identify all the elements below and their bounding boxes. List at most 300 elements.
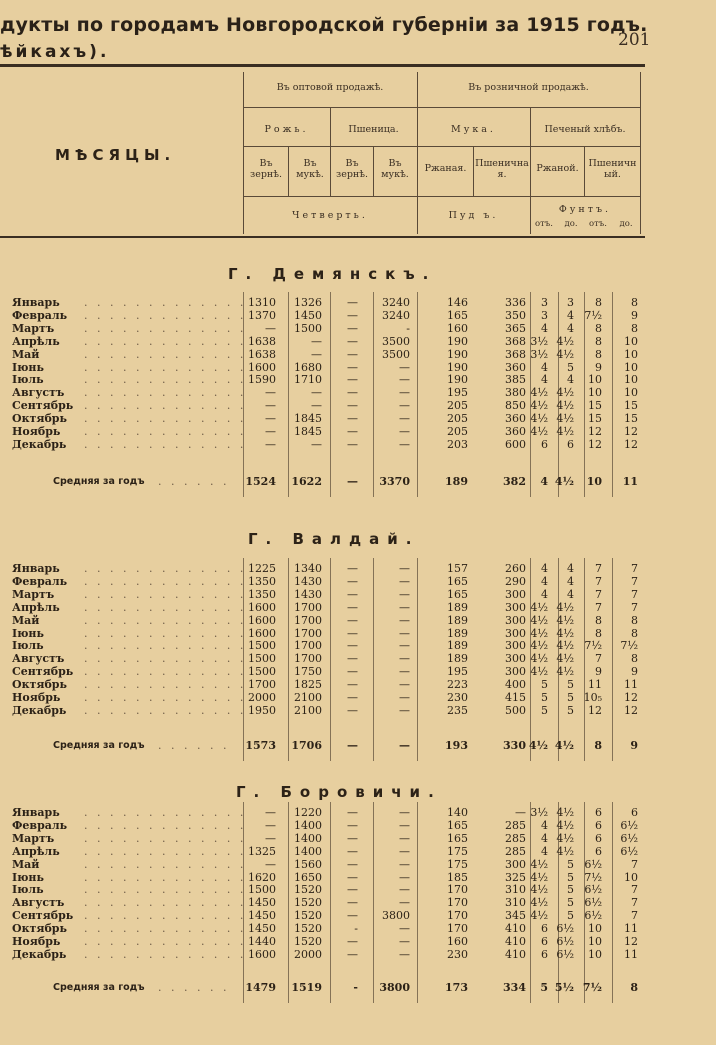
average-value: -: [353, 981, 358, 994]
cell-value: —: [347, 652, 358, 665]
cell-value: 1400: [294, 819, 322, 832]
month-label: Ноябрь: [12, 425, 61, 438]
month-label: Февраль: [12, 309, 68, 322]
cell-value: 4: [541, 322, 548, 335]
cell-value: 4½: [556, 806, 574, 819]
month-label: Декабрь: [12, 438, 67, 451]
leader-dots: . . . . . .: [158, 981, 230, 994]
cell-value: —: [347, 832, 358, 845]
cell-value: 3500: [382, 348, 410, 361]
cell-value: 6½: [584, 883, 602, 896]
cell-value: —: [347, 678, 358, 691]
leader-dots: . . . . . . . . . . . . .: [84, 627, 247, 640]
cell-value: 195: [447, 665, 468, 678]
month-label: Мартъ: [12, 588, 55, 601]
months-column-header: МѢСЯЦЫ.: [55, 146, 176, 164]
cell-value: —: [347, 845, 358, 858]
cell-value: 10: [624, 361, 638, 374]
cell-value: 360: [505, 425, 526, 438]
cell-value: 12: [624, 935, 638, 948]
cell-value: 7: [631, 883, 638, 896]
cell-value: 4: [567, 373, 574, 386]
cell-value: 1500: [248, 652, 276, 665]
cell-value: 1370: [248, 309, 276, 322]
average-value: 1573: [245, 739, 276, 752]
cell-value: —: [399, 883, 410, 896]
cell-value: 1620: [248, 871, 276, 884]
cell-value: —: [311, 386, 322, 399]
leader-dots: . . . . . . . . . . . . .: [84, 935, 247, 948]
average-value: —: [399, 739, 410, 752]
cell-value: 400: [505, 678, 526, 691]
cell-value: 1590: [248, 373, 276, 386]
cell-value: 3800: [382, 909, 410, 922]
month-label: Октябрь: [12, 412, 67, 425]
rye-flour-col-header: Въ мукѣ.: [296, 158, 324, 180]
month-label: Августъ: [12, 896, 65, 909]
retail-header: Въ розничной продажѣ.: [468, 82, 589, 93]
cell-value: 1700: [294, 627, 322, 640]
cell-value: —: [399, 652, 410, 665]
table-row: [0, 425, 716, 438]
cell-value: 1350: [248, 588, 276, 601]
leader-dots: . . . . . . . . . . . . .: [84, 704, 247, 717]
cell-value: 8: [595, 614, 602, 627]
cell-value: 5: [567, 858, 574, 871]
month-label: Іюнь: [12, 871, 44, 884]
cell-value: 10: [624, 335, 638, 348]
leader-dots: . . . . . . . . . . . . .: [84, 883, 247, 896]
cell-value: 165: [447, 819, 468, 832]
cell-value: 4½: [530, 896, 548, 909]
leader-dots: . . . . . . . . . . . . .: [84, 691, 247, 704]
cell-value: 12: [588, 425, 602, 438]
wheat-flour-col-header: Въ мукѣ.: [381, 158, 409, 180]
average-row: [0, 475, 716, 488]
cell-value: 1520: [294, 935, 322, 948]
cell-value: 4½: [530, 652, 548, 665]
cell-value: 310: [505, 883, 526, 896]
cell-value: 7: [595, 601, 602, 614]
cell-value: 325: [505, 871, 526, 884]
average-value: 5½: [554, 981, 574, 994]
month-label: Іюль: [12, 373, 44, 386]
city-heading: Г. Валдай.: [248, 530, 420, 548]
cell-value: —: [399, 627, 410, 640]
cell-value: —: [265, 438, 276, 451]
header-divider: [243, 196, 641, 197]
cell-value: 12: [588, 704, 602, 717]
cell-value: —: [399, 922, 410, 935]
month-label: Декабрь: [12, 704, 67, 717]
cell-value: 1500: [248, 883, 276, 896]
cell-value: 1638: [248, 335, 276, 348]
leader-dots: . . . . . . . . . . . . .: [84, 348, 247, 361]
cell-value: —: [311, 438, 322, 451]
cell-value: —: [347, 348, 358, 361]
cell-value: —: [399, 935, 410, 948]
cell-value: 4½: [556, 652, 574, 665]
cell-value: 285: [505, 832, 526, 845]
cell-value: 4½: [556, 386, 574, 399]
cell-value: 4½: [530, 399, 548, 412]
leader-dots: . . . . . . . . . . . . .: [84, 652, 247, 665]
cell-value: 1430: [294, 588, 322, 601]
cell-value: 11: [624, 678, 638, 691]
cell-value: 285: [505, 845, 526, 858]
cell-value: 7: [631, 562, 638, 575]
cell-value: —: [347, 819, 358, 832]
cell-value: 5: [567, 883, 574, 896]
cell-value: —: [347, 935, 358, 948]
cell-value: 1950: [248, 704, 276, 717]
month-label: Январь: [12, 806, 60, 819]
leader-dots: . . . . . . . . . . . . .: [84, 373, 247, 386]
cell-value: 1845: [294, 412, 322, 425]
cell-value: —: [347, 704, 358, 717]
cell-value: 1520: [294, 909, 322, 922]
cell-value: 6½: [584, 896, 602, 909]
average-label: Средняя за годъ: [53, 476, 145, 487]
table-row: [0, 335, 716, 348]
cell-value: 205: [447, 412, 468, 425]
table-row: [0, 819, 716, 832]
leader-dots: . . . . . . . . . . . . .: [84, 296, 247, 309]
flour-header: Мука.: [451, 124, 496, 135]
cell-value: 15: [624, 399, 638, 412]
cell-value: 7: [631, 909, 638, 922]
cell-value: 368: [505, 335, 526, 348]
cell-value: 6: [541, 948, 548, 961]
cell-value: 10: [588, 386, 602, 399]
cell-value: 189: [447, 652, 468, 665]
month-label: Май: [12, 348, 40, 361]
header-bottom-rule: [0, 236, 645, 238]
cell-value: 365: [505, 322, 526, 335]
cell-value: 3: [541, 296, 548, 309]
cell-value: 1450: [248, 909, 276, 922]
cell-value: 260: [505, 562, 526, 575]
average-value: —: [347, 739, 358, 752]
cell-value: 7: [595, 652, 602, 665]
cell-value: 10: [588, 373, 602, 386]
table-row: [0, 678, 716, 691]
month-label: Май: [12, 614, 40, 627]
cell-value: 4½: [556, 348, 574, 361]
cell-value: —: [265, 819, 276, 832]
cell-value: 190: [447, 373, 468, 386]
cell-value: 8: [631, 614, 638, 627]
cell-value: 205: [447, 425, 468, 438]
wheat-flour-header: Пшеничная.: [475, 158, 529, 180]
cell-value: 6½: [556, 948, 574, 961]
cell-value: 10: [588, 922, 602, 935]
cell-value: 6½: [620, 845, 638, 858]
cell-value: -: [406, 322, 410, 335]
wheat-header: Пшеница.: [348, 124, 399, 135]
month-label: Январь: [12, 296, 60, 309]
cell-value: 8: [631, 627, 638, 640]
cell-value: 12: [624, 691, 638, 704]
cell-value: 2100: [294, 704, 322, 717]
header-divider: [640, 72, 641, 234]
cell-value: 8: [595, 296, 602, 309]
cell-value: —: [399, 575, 410, 588]
cell-value: 1600: [248, 601, 276, 614]
cell-value: 185: [447, 871, 468, 884]
cell-value: 4½: [556, 845, 574, 858]
cell-value: 3240: [382, 309, 410, 322]
cell-value: 4½: [530, 425, 548, 438]
average-value: 4½: [554, 475, 574, 488]
cell-value: 189: [447, 639, 468, 652]
cell-value: 1400: [294, 832, 322, 845]
cell-value: 6½: [584, 909, 602, 922]
average-value: 5: [540, 981, 548, 994]
cell-value: 4½: [556, 832, 574, 845]
leader-dots: . . . . . . . . . . . . .: [84, 806, 247, 819]
cell-value: 8: [631, 322, 638, 335]
cell-value: 223: [447, 678, 468, 691]
cell-value: 4: [541, 588, 548, 601]
cell-value: 9: [631, 309, 638, 322]
cell-value: 600: [505, 438, 526, 451]
table-row: [0, 399, 716, 412]
leader-dots: . . . . . . . . . . . . .: [84, 562, 247, 575]
cell-value: 7: [595, 575, 602, 588]
cell-value: —: [347, 665, 358, 678]
month-label: Октябрь: [12, 678, 67, 691]
cell-value: —: [399, 896, 410, 909]
cell-value: 3240: [382, 296, 410, 309]
cell-value: 4½: [556, 425, 574, 438]
cell-value: 1560: [294, 858, 322, 871]
cell-value: 5: [541, 678, 548, 691]
average-value: 1524: [245, 475, 276, 488]
cell-value: 4½: [556, 399, 574, 412]
cell-value: —: [399, 871, 410, 884]
leader-dots: . . . . . . . . . . . . .: [84, 832, 247, 845]
average-value: 8: [630, 981, 638, 994]
cell-value: 15: [588, 399, 602, 412]
cell-value: —: [265, 386, 276, 399]
bread-header: Печеный хлѣбъ.: [544, 124, 626, 135]
city-heading: Г. Боровичи.: [236, 783, 442, 801]
cell-value: 6½: [584, 858, 602, 871]
wheat-bread-header: Пшеничный.: [588, 158, 637, 180]
to-label: до.: [564, 219, 578, 229]
cell-value: —: [347, 639, 358, 652]
average-value: 4½: [528, 739, 548, 752]
cell-value: —: [347, 627, 358, 640]
cell-value: 4½: [530, 909, 548, 922]
cell-value: 235: [447, 704, 468, 717]
cell-value: 205: [447, 399, 468, 412]
cell-value: 1600: [248, 627, 276, 640]
average-value: 3800: [379, 981, 410, 994]
cell-value: 1700: [294, 639, 322, 652]
table-row: [0, 614, 716, 627]
cell-value: 1680: [294, 361, 322, 374]
cell-value: 170: [447, 896, 468, 909]
leader-dots: . . . . . . . . . . . . .: [84, 909, 247, 922]
cell-value: 9: [595, 361, 602, 374]
cell-value: 8: [631, 652, 638, 665]
cell-value: 12: [624, 704, 638, 717]
average-value: 330: [503, 739, 526, 752]
cell-value: 7: [631, 588, 638, 601]
cell-value: —: [347, 614, 358, 627]
to-label: до.: [619, 219, 633, 229]
average-value: 7½: [582, 981, 602, 994]
cell-value: 157: [447, 562, 468, 575]
cell-value: 4½: [556, 614, 574, 627]
cell-value: 360: [505, 412, 526, 425]
cell-value: 3: [567, 296, 574, 309]
month-label: Январь: [12, 562, 60, 575]
cell-value: —: [399, 819, 410, 832]
cell-value: 368: [505, 348, 526, 361]
average-label: Средняя за годъ: [53, 982, 145, 993]
cell-value: 3½: [530, 806, 548, 819]
cell-value: 6½: [556, 935, 574, 948]
cell-value: —: [347, 575, 358, 588]
cell-value: —: [265, 412, 276, 425]
average-value: 11: [622, 475, 638, 488]
month-label: Іюнь: [12, 361, 44, 374]
cell-value: —: [347, 691, 358, 704]
cell-value: —: [399, 562, 410, 575]
cell-value: —: [347, 296, 358, 309]
cell-value: 7: [631, 575, 638, 588]
table-row: [0, 909, 716, 922]
cell-value: 5: [567, 871, 574, 884]
cell-value: 7½: [620, 639, 638, 652]
table-row: [0, 652, 716, 665]
cell-value: 4½: [530, 858, 548, 871]
cell-value: 1700: [294, 614, 322, 627]
cell-value: 1700: [294, 652, 322, 665]
month-label: Октябрь: [12, 922, 67, 935]
average-row: [0, 981, 716, 994]
cell-value: 1500: [294, 322, 322, 335]
cell-value: —: [347, 601, 358, 614]
average-value: 8: [594, 739, 602, 752]
cell-value: 11: [624, 948, 638, 961]
cell-value: —: [347, 562, 358, 575]
leader-dots: . . . . . . . . . . . . .: [84, 399, 247, 412]
cell-value: 300: [505, 652, 526, 665]
rye-header: Рожь.: [264, 124, 309, 135]
cell-value: —: [265, 858, 276, 871]
cell-value: 1500: [248, 665, 276, 678]
leader-dots: . . . . . . . . . . . . .: [84, 412, 247, 425]
cell-value: 2000: [294, 948, 322, 961]
cell-value: 3: [541, 309, 548, 322]
cell-value: 4½: [530, 386, 548, 399]
cell-value: 7½: [584, 309, 602, 322]
cell-value: 1325: [248, 845, 276, 858]
month-label: Май: [12, 858, 40, 871]
cell-value: 165: [447, 575, 468, 588]
cell-value: 7½: [584, 871, 602, 884]
cell-value: —: [399, 438, 410, 451]
table-row: [0, 562, 716, 575]
cell-value: —: [399, 373, 410, 386]
cell-value: 4½: [530, 412, 548, 425]
average-row: [0, 739, 716, 752]
cell-value: 1600: [248, 614, 276, 627]
cell-value: 170: [447, 883, 468, 896]
cell-value: 4: [541, 832, 548, 845]
rye-bread-header: Ржаной.: [536, 163, 579, 174]
table-row: [0, 845, 716, 858]
cell-value: —: [265, 322, 276, 335]
leader-dots: . . . . . . . . . . . . .: [84, 665, 247, 678]
cell-value: 1638: [248, 348, 276, 361]
cell-value: 10: [588, 948, 602, 961]
leader-dots: . . . . . . . . . . . . .: [84, 922, 247, 935]
cell-value: 4: [541, 819, 548, 832]
header-divider: [243, 107, 641, 108]
leader-dots: . . . . . . . . . . . . .: [84, 425, 247, 438]
table-row: [0, 309, 716, 322]
cell-value: —: [399, 639, 410, 652]
cell-value: 7: [595, 562, 602, 575]
cell-value: 300: [505, 588, 526, 601]
cell-value: 12: [588, 438, 602, 451]
cell-value: 5: [567, 896, 574, 909]
leader-dots: . . . . . . . . . . . . .: [84, 819, 247, 832]
cell-value: 1450: [294, 309, 322, 322]
cell-value: —: [347, 425, 358, 438]
cell-value: 300: [505, 627, 526, 640]
cell-value: —: [347, 309, 358, 322]
cell-value: 230: [447, 691, 468, 704]
leader-dots: . . . . . . . . . . . . .: [84, 588, 247, 601]
table-row: [0, 296, 716, 309]
header-divider: [243, 146, 641, 147]
cell-value: 1520: [294, 883, 322, 896]
cell-value: 1310: [248, 296, 276, 309]
cell-value: —: [347, 361, 358, 374]
cell-value: 350: [505, 309, 526, 322]
cell-value: —: [399, 412, 410, 425]
cell-value: 300: [505, 639, 526, 652]
cell-value: 1650: [294, 871, 322, 884]
cell-value: 190: [447, 348, 468, 361]
cell-value: 410: [505, 935, 526, 948]
cell-value: 310: [505, 896, 526, 909]
average-label: Средняя за годъ: [53, 740, 145, 751]
cell-value: 12: [624, 438, 638, 451]
unit-pud: Пуд ъ.: [448, 210, 499, 221]
cell-value: 8: [595, 348, 602, 361]
cell-value: 336: [505, 296, 526, 309]
average-value: 3370: [379, 475, 410, 488]
cell-value: 1400: [294, 845, 322, 858]
cell-value: 2000: [248, 691, 276, 704]
unit-quarters: Четверть.: [292, 210, 368, 221]
leader-dots: . . . . . . . . . . . . .: [84, 614, 247, 627]
cell-value: 1520: [294, 922, 322, 935]
table-row: [0, 691, 716, 704]
cell-value: 1825: [294, 678, 322, 691]
cell-value: —: [399, 425, 410, 438]
table-row: [0, 858, 716, 871]
cell-value: —: [347, 373, 358, 386]
cell-value: 380: [505, 386, 526, 399]
